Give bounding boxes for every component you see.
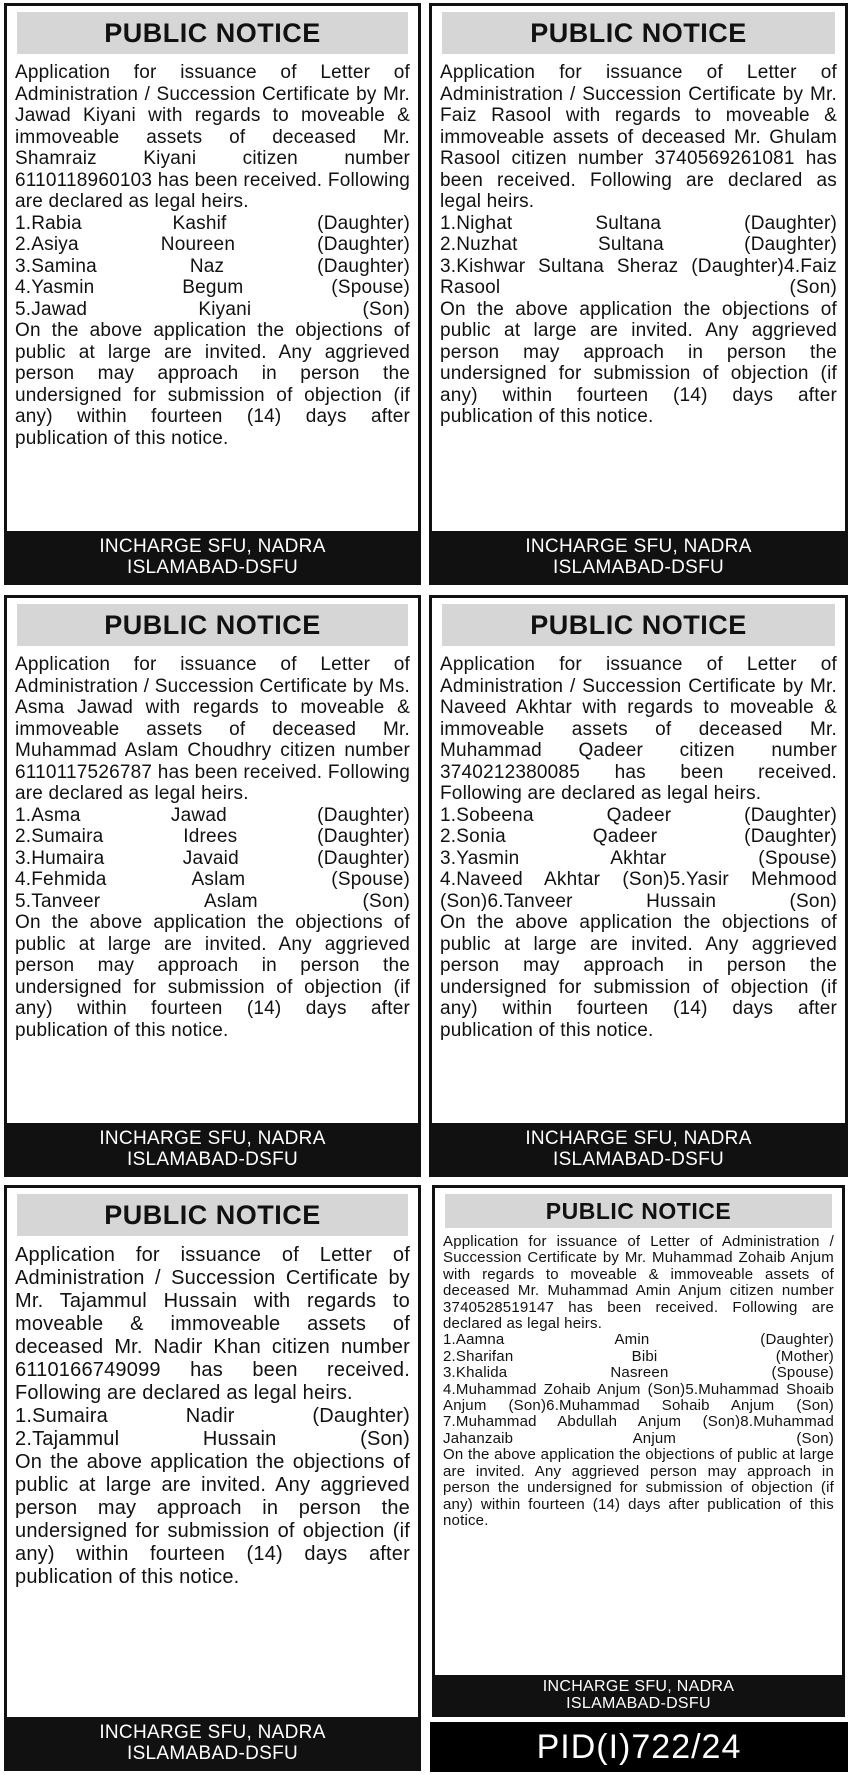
heir-item: 5.Tanveer Aslam (Son)	[15, 890, 410, 912]
notice-closing: On the above application the objections of public at large are invited. Any aggrieved person may approach in person the undersigned for submission of objection (if any) within fourteen (14) days after publication of this notice.	[15, 912, 410, 1041]
heir-item: 2.Tajammul Hussain (Son)	[15, 1428, 410, 1450]
heir-item: 1.Sumaira Nadir (Daughter)	[15, 1405, 410, 1427]
notice-footer	[7, 1123, 418, 1174]
notice-body	[7, 1240, 418, 1717]
footer-line-1: INCHARGE SFU, NADRA	[525, 536, 752, 557]
footer-line-1: INCHARGE SFU, NADRA	[99, 1128, 326, 1149]
heirs-list	[15, 213, 410, 321]
notice-footer	[432, 531, 845, 582]
notice-title: PUBLIC NOTICE	[17, 12, 408, 54]
notice-title: PUBLIC NOTICE	[445, 1194, 832, 1228]
notice-footer	[7, 531, 418, 582]
notice-intro: Application for issuance of Letter of Administration / Succession Certificate by Mr. Jawad Kiyani with regards to moveable & immoveable assets of deceased Mr. Shamraiz Kiyani citizen number 6110118960103 has been received. Following are declared as legal heirs.	[15, 62, 410, 212]
heir-item: 3.Humaira Javaid (Daughter)	[15, 847, 410, 869]
heir-item: 1.Sobeena Qadeer (Daughter)	[440, 804, 837, 826]
notice-intro: Application for issuance of Letter of Administration / Succession Certificate by Mr. Tajammul Hussain with regards to moveable & immoveable assets of deceased Mr. Nadir Khan citizen number 6110166749099 has been received. Following are declared as legal heirs.	[15, 1244, 410, 1404]
footer-line-2: ISLAMABAD-DSFU	[566, 1695, 711, 1712]
notice-closing: On the above application the objections of public at large are invited. Any aggrieved person may approach in person the undersigned for submission of objection (if any) within fourteen (14) days after publication of this notice.	[440, 298, 837, 427]
public-notice-5	[4, 1185, 421, 1771]
notice-footer	[7, 1717, 418, 1768]
heir-item: 2.Sumaira Idrees (Daughter)	[15, 826, 410, 847]
notice-title: PUBLIC NOTICE	[442, 12, 835, 54]
heirs-list	[15, 1405, 410, 1451]
footer-line-1: INCHARGE SFU, NADRA	[99, 536, 326, 557]
notice-closing: On the above application the objections of public at large are invited. Any aggrieved person may approach in person the undersigned for submission of objection (if any) within fourteen (14) days after publication of this notice.	[15, 1451, 410, 1588]
notice-closing: On the above application the objections of public at large are invited. Any aggrieved person may approach in person the undersigned for submission of objection (if any) within fourteen (14) days after publication of this notice.	[15, 320, 410, 449]
footer-line-1: INCHARGE SFU, NADRA	[525, 1128, 752, 1149]
notice-body	[432, 650, 845, 1123]
heir-item: 2.Nuzhat Sultana (Daughter)	[440, 234, 837, 255]
notice-body	[435, 1230, 842, 1675]
notice-title: PUBLIC NOTICE	[17, 1194, 408, 1236]
heirs-list	[15, 805, 410, 913]
heir-item: 2.Sharifan Bibi (Mother)	[443, 1347, 834, 1365]
footer-line-2: ISLAMABAD-DSFU	[552, 557, 724, 578]
heir-item: 2.Asiya Noureen (Daughter)	[15, 234, 410, 255]
heir-item: 3.Kishwar Sultana Sheraz (Daughter)4.Faiz Rasool (Son)	[440, 255, 837, 298]
notice-footer	[432, 1123, 845, 1174]
notice-intro: Application for issuance of Letter of Administration / Succession Certificate by Ms. Asma Jawad with regards to moveable & immoveable assets of deceased Mr. Muhammad Aslam Choudhry citizen number 6110117526787 has been received. Following are declared as legal heirs.	[15, 654, 410, 804]
heir-item: 2.Sonia Qadeer (Daughter)	[440, 826, 837, 847]
footer-line-1: INCHARGE SFU, NADRA	[99, 1722, 326, 1743]
notice-closing: On the above application the objections of public at large are invited. Any aggrieved person may approach in person the undersigned for submission of objection (if any) within fourteen (14) days after publication of this notice.	[443, 1446, 834, 1529]
notice-body	[432, 58, 845, 531]
heir-item: 3.Samina Naz (Daughter)	[15, 255, 410, 277]
heirs-list	[440, 805, 837, 913]
notice-body	[7, 58, 418, 531]
public-notice-4	[429, 595, 848, 1177]
notice-footer	[435, 1675, 842, 1714]
footer-line-2: ISLAMABAD-DSFU	[126, 1743, 298, 1764]
heir-item: 7.Muhammad Abdullah Anjum (Son)8.Muhammad Jahanzaib Anjum (Son)	[443, 1413, 834, 1447]
heir-item: 3.Khalida Nasreen (Spouse)	[443, 1364, 834, 1382]
heir-item: 1.Nighat Sultana (Daughter)	[440, 212, 837, 234]
notice-closing: On the above application the objections of public at large are invited. Any aggrieved person may approach in person the undersigned for submission of objection (if any) within fourteen (14) days after publication of this notice.	[440, 912, 837, 1041]
footer-line-1: INCHARGE SFU, NADRA	[542, 1678, 735, 1695]
heir-item: 4.Muhammad Zohaib Anjum (Son)5.Muhammad Shoaib Anjum (Son)6.Muhammad Sohaib Anjum (Son)	[443, 1380, 834, 1415]
heir-item: 1.Rabia Kashif (Daughter)	[15, 212, 410, 234]
notice-intro: Application for issuance of Letter of Administration / Succession Certificate by Mr. Muhammad Zohaib Anjum with regards to moveable & immoveable assets of deceased Mr. Muhammad Amin Anjum citizen number 3740528519147 has been received. Following are declared as legal heirs.	[443, 1233, 834, 1333]
footer-line-2: ISLAMABAD-DSFU	[126, 557, 298, 578]
heir-item: 1.Aamna Amin (Daughter)	[443, 1331, 834, 1349]
notice-body	[7, 650, 418, 1123]
notice-title: PUBLIC NOTICE	[17, 604, 408, 646]
public-notice-6	[432, 1185, 845, 1717]
public-notice-3	[4, 595, 421, 1177]
notice-intro: Application for issuance of Letter of Administration / Succession Certificate by Mr. Naveed Akhtar with regards to moveable & immoveable assets of deceased Mr. Muhammad Qadeer citizen number 3740212380085 has been received. Following are declared as legal heirs.	[440, 654, 837, 804]
heir-item: 4.Fehmida Aslam (Spouse)	[15, 869, 410, 890]
footer-line-2: ISLAMABAD-DSFU	[552, 1149, 724, 1170]
footer-line-2: ISLAMABAD-DSFU	[126, 1149, 298, 1170]
heir-item: 4.Yasmin Begum (Spouse)	[15, 277, 410, 298]
heir-item: 5.Jawad Kiyani (Son)	[15, 298, 410, 320]
public-notice-2	[429, 3, 848, 585]
public-notice-1	[4, 3, 421, 585]
heir-item: 1.Asma Jawad (Daughter)	[15, 804, 410, 826]
heirs-list	[440, 213, 837, 299]
heir-item: 4.Naveed Akhtar (Son)5.Yasir Mehmood (Son)6.Tanveer Hussain (Son)	[440, 869, 837, 912]
pid-label: PID(I)722/24	[430, 1722, 848, 1772]
notice-intro: Application for issuance of Letter of Administration / Succession Certificate by Mr. Faiz Rasool with regards to moveable & immoveable assets of deceased Mr. Ghulam Rasool citizen number 3740569261081 has been received. Following are declared as legal heirs.	[440, 62, 837, 212]
notice-title: PUBLIC NOTICE	[442, 604, 835, 646]
heirs-list	[443, 1332, 834, 1447]
heir-item: 3.Yasmin Akhtar (Spouse)	[440, 847, 837, 869]
